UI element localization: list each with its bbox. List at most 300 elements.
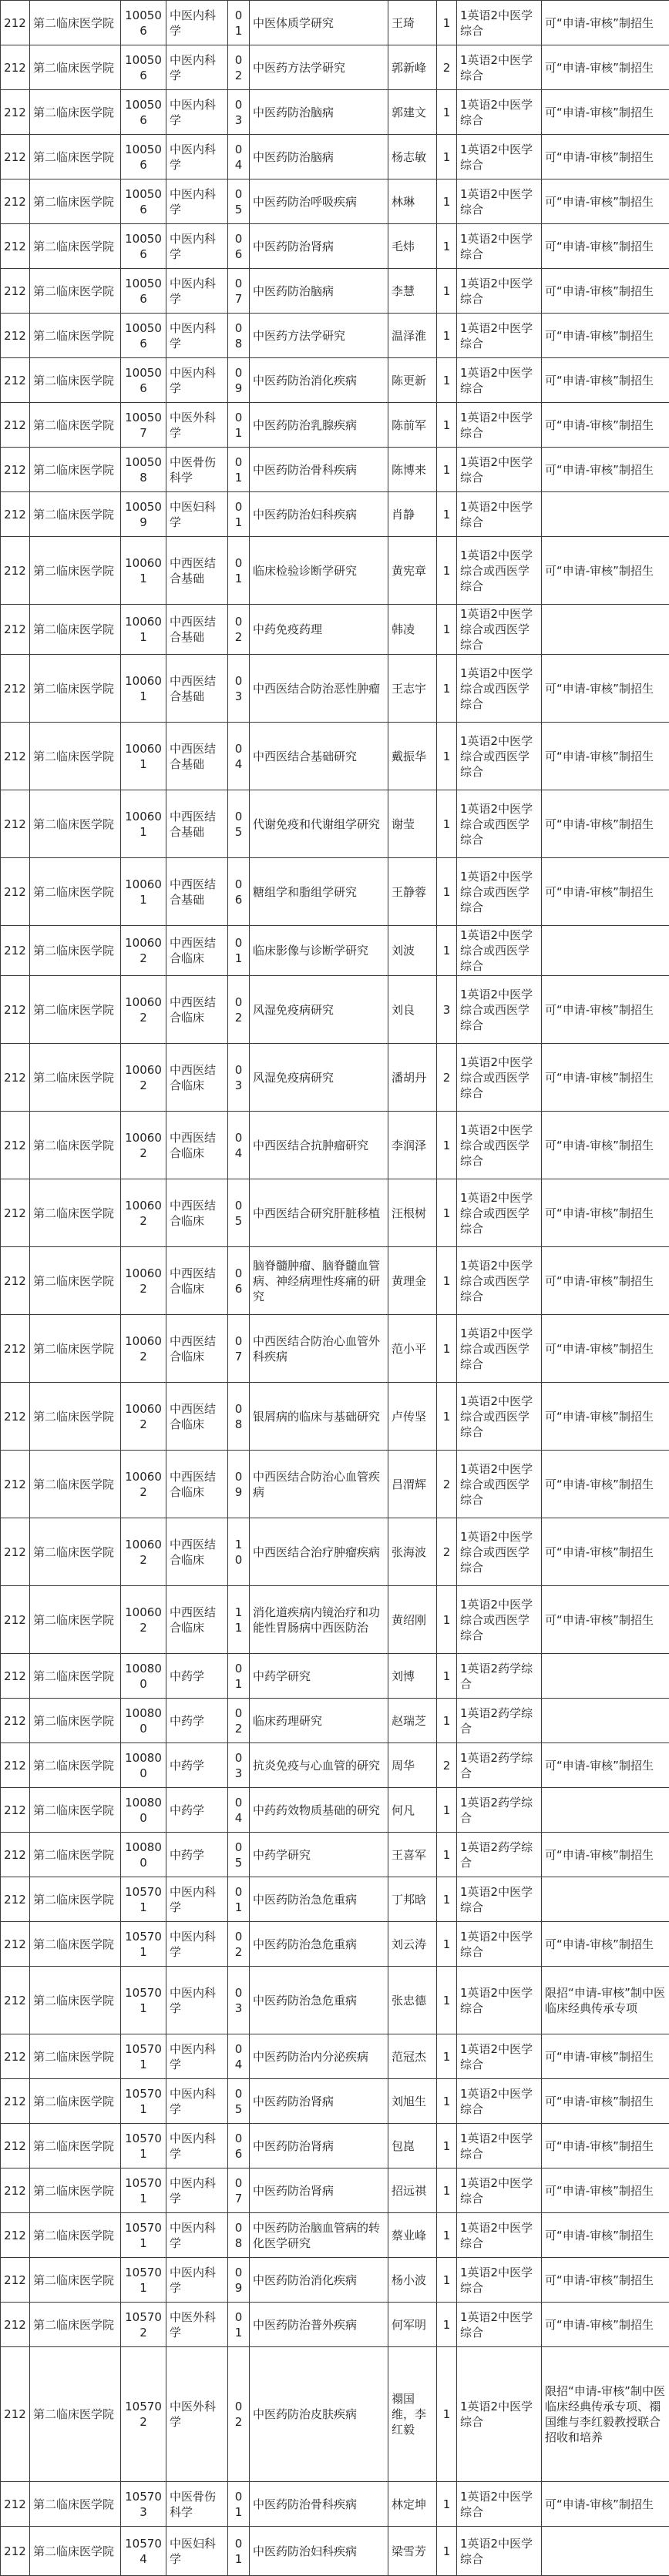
cell-dept-name: 第二临床医学院: [30, 790, 121, 858]
cell-remarks: 可“申请-审核”制招生: [542, 314, 669, 358]
cell-supervisor: 王静蓉: [388, 858, 437, 926]
cell-exam-subjects: 1英语2中医学综合: [457, 448, 542, 492]
cell-research-direction: 中医药防治肾病: [250, 2124, 388, 2168]
cell-quota: 1: [437, 448, 457, 492]
cell-direction-code: 07: [228, 2168, 250, 2213]
cell-major-code: 100602: [121, 1044, 166, 1112]
cell-direction-code: 04: [228, 723, 250, 790]
cell-dept-code: 212: [1, 1518, 30, 1586]
cell-major-code: 100602: [121, 1315, 166, 1383]
cell-direction-code: 03: [228, 1743, 250, 1788]
cell-research-direction: 中西医结合防治心血管疾病: [250, 1451, 388, 1518]
cell-supervisor: 张忠德: [388, 1967, 437, 2034]
cell-research-direction: 中西医结合治疗肿瘤疾病: [250, 1518, 388, 1586]
cell-dept-name: 第二临床医学院: [30, 1383, 121, 1451]
cell-major-name: 中药学: [166, 1743, 228, 1788]
cell-major-name: 中药学: [166, 1654, 228, 1699]
cell-remarks: 可“申请-审核”制招生: [542, 269, 669, 314]
cell-dept-name: 第二临床医学院: [30, 1833, 121, 1877]
cell-remarks: [542, 1788, 669, 1833]
cell-dept-code: 212: [1, 976, 30, 1044]
cell-dept-name: 第二临床医学院: [30, 1112, 121, 1179]
cell-research-direction: 中医药防治脑血管病的转化医学研究: [250, 2213, 388, 2258]
cell-quota: 1: [437, 1586, 457, 1654]
cell-major-name: 中医妇科学: [166, 2527, 228, 2576]
cell-major-code: 105701: [121, 2079, 166, 2124]
cell-supervisor: 李慧: [388, 269, 437, 314]
cell-research-direction: 抗炎免疫与心血管的研究: [250, 1743, 388, 1788]
table-row: [1, 858, 669, 926]
cell-quota: 1: [437, 358, 457, 403]
cell-remarks: 可“申请-审核”制招生: [542, 90, 669, 135]
cell-research-direction: 糖组学和脂组学研究: [250, 858, 388, 926]
cell-dept-code: 212: [1, 1451, 30, 1518]
cell-dept-code: 212: [1, 858, 30, 926]
cell-remarks: 可“申请-审核”制招生: [542, 403, 669, 448]
cell-supervisor: 陈博来: [388, 448, 437, 492]
cell-research-direction: 风湿免疫病研究: [250, 1044, 388, 1112]
cell-quota: 1: [437, 1247, 457, 1315]
cell-direction-code: 01: [228, 2482, 250, 2527]
cell-direction-code: 01: [228, 2303, 250, 2347]
cell-dept-name: 第二临床医学院: [30, 45, 121, 90]
cell-remarks: 可“申请-审核”制招生: [542, 1044, 669, 1112]
cell-dept-code: 212: [1, 492, 30, 537]
cell-research-direction: 中医药防治消化疾病: [250, 2258, 388, 2303]
cell-major-name: 中医内科学: [166, 358, 228, 403]
cell-supervisor: 梁雪芳: [388, 2527, 437, 2576]
cell-dept-code: 212: [1, 269, 30, 314]
cell-remarks: 可“申请-审核”制招生: [542, 723, 669, 790]
cell-major-name: 中药学: [166, 1788, 228, 1833]
cell-major-name: 中医内科学: [166, 2124, 228, 2168]
cell-research-direction: 中医药防治肾病: [250, 2168, 388, 2213]
cell-exam-subjects: 1英语2药学综合: [457, 1743, 542, 1788]
table-row: [1, 269, 669, 314]
cell-direction-code: 04: [228, 135, 250, 179]
table-row: [1, 790, 669, 858]
cell-major-name: 中医骨伤科学: [166, 2482, 228, 2527]
table-row: [1, 1699, 669, 1743]
cell-research-direction: 中医药防治普外疾病: [250, 2303, 388, 2347]
cell-dept-name: 第二临床医学院: [30, 1315, 121, 1383]
cell-major-name: 中医内科学: [166, 90, 228, 135]
cell-remarks: 可“申请-审核”制招生: [542, 2213, 669, 2258]
cell-exam-subjects: 1英语2中医学综合: [457, 90, 542, 135]
cell-quota: 1: [437, 1877, 457, 1922]
table-row: [1, 1743, 669, 1788]
cell-dept-code: 212: [1, 926, 30, 976]
cell-major-code: 100601: [121, 790, 166, 858]
table-row: [1, 135, 669, 179]
cell-remarks: 可“申请-审核”制招生: [542, 45, 669, 90]
cell-research-direction: 中医药防治肾病: [250, 2079, 388, 2124]
cell-supervisor: 戴振华: [388, 723, 437, 790]
cell-dept-name: 第二临床医学院: [30, 2168, 121, 2213]
cell-major-name: 中西医结合临床: [166, 1451, 228, 1518]
cell-supervisor: 包崑: [388, 2124, 437, 2168]
cell-dept-name: 第二临床医学院: [30, 2213, 121, 2258]
cell-remarks: [542, 2527, 669, 2576]
cell-major-code: 100506: [121, 269, 166, 314]
cell-major-code: 100507: [121, 403, 166, 448]
cell-major-code: 100800: [121, 1833, 166, 1877]
cell-exam-subjects: 1英语2中医学综合或西医学综合: [457, 1247, 542, 1315]
cell-exam-subjects: 1英语2中医学综合: [457, 2347, 542, 2482]
cell-dept-code: 212: [1, 2034, 30, 2079]
cell-major-code: 100506: [121, 90, 166, 135]
cell-remarks: [542, 1877, 669, 1922]
cell-major-name: 中医内科学: [166, 2213, 228, 2258]
cell-quota: 1: [437, 1315, 457, 1383]
cell-direction-code: 04: [228, 1112, 250, 1179]
cell-quota: 2: [437, 1451, 457, 1518]
cell-major-name: 中医内科学: [166, 269, 228, 314]
cell-remarks: 可“申请-审核”制招生: [542, 2482, 669, 2527]
cell-dept-name: 第二临床医学院: [30, 314, 121, 358]
cell-dept-code: 212: [1, 1833, 30, 1877]
cell-dept-code: 212: [1, 655, 30, 723]
cell-major-name: 中医骨伤科学: [166, 448, 228, 492]
table-row: [1, 45, 669, 90]
cell-quota: 1: [437, 1654, 457, 1699]
cell-exam-subjects: 1英语2中医学综合或西医学综合: [457, 1179, 542, 1247]
cell-dept-name: 第二临床医学院: [30, 1654, 121, 1699]
cell-dept-code: 212: [1, 1967, 30, 2034]
cell-research-direction: 中西医结合基础研究: [250, 723, 388, 790]
cell-major-name: 中西医结合临床: [166, 1179, 228, 1247]
cell-exam-subjects: 1英语2中医学综合或西医学综合: [457, 1586, 542, 1654]
cell-quota: 1: [437, 1383, 457, 1451]
cell-quota: 1: [437, 1788, 457, 1833]
cell-remarks: 可“申请-审核”制招生: [542, 448, 669, 492]
cell-direction-code: 02: [228, 605, 250, 655]
cell-dept-code: 212: [1, 179, 30, 224]
cell-supervisor: 蔡业峰: [388, 2213, 437, 2258]
cell-dept-name: 第二临床医学院: [30, 492, 121, 537]
cell-major-name: 中西医结合临床: [166, 1112, 228, 1179]
cell-supervisor: 黄理金: [388, 1247, 437, 1315]
cell-exam-subjects: 1英语2中医学综合: [457, 358, 542, 403]
cell-major-code: 100506: [121, 135, 166, 179]
cell-major-name: 中西医结合基础: [166, 723, 228, 790]
cell-research-direction: 中医药防治呼吸疾病: [250, 179, 388, 224]
cell-major-code: 105701: [121, 2213, 166, 2258]
table-row: [1, 723, 669, 790]
table-row: [1, 1967, 669, 2034]
cell-major-name: 中医外科学: [166, 2303, 228, 2347]
cell-supervisor: 韩凌: [388, 605, 437, 655]
cell-quota: 1: [437, 269, 457, 314]
cell-exam-subjects: 1英语2中医学综合: [457, 2034, 542, 2079]
cell-direction-code: 04: [228, 1788, 250, 1833]
cell-remarks: 可“申请-审核”制招生: [542, 1112, 669, 1179]
cell-dept-name: 第二临床医学院: [30, 2034, 121, 2079]
cell-exam-subjects: 1英语2中医学综合: [457, 179, 542, 224]
cell-quota: 1: [437, 2303, 457, 2347]
cell-major-code: 105704: [121, 2527, 166, 2576]
cell-research-direction: 中医药防治脑病: [250, 90, 388, 135]
cell-exam-subjects: 1英语2中医学综合或西医学综合: [457, 976, 542, 1044]
cell-dept-code: 212: [1, 1654, 30, 1699]
cell-exam-subjects: 1英语2中医学综合: [457, 45, 542, 90]
cell-remarks: 可“申请-审核”制招生: [542, 358, 669, 403]
table-row: [1, 1833, 669, 1877]
cell-major-code: 100506: [121, 224, 166, 269]
cell-remarks: 可“申请-审核”制招生: [542, 1315, 669, 1383]
cell-exam-subjects: 1英语2中医学综合或西医学综合: [457, 1383, 542, 1451]
cell-exam-subjects: 1英语2中医学综合: [457, 2079, 542, 2124]
cell-major-name: 中医内科学: [166, 1967, 228, 2034]
cell-direction-code: 01: [228, 448, 250, 492]
cell-remarks: 可“申请-审核”制招生: [542, 1922, 669, 1967]
table-row: [1, 2168, 669, 2213]
cell-dept-name: 第二临床医学院: [30, 269, 121, 314]
cell-major-code: 100800: [121, 1699, 166, 1743]
cell-major-name: 中西医结合临床: [166, 926, 228, 976]
cell-research-direction: 中医药防治乳腺疾病: [250, 403, 388, 448]
cell-exam-subjects: 1英语2中医学综合或西医学综合: [457, 1451, 542, 1518]
cell-major-name: 中西医结合临床: [166, 1383, 228, 1451]
cell-major-code: 100602: [121, 1112, 166, 1179]
cell-exam-subjects: 1英语2中医学综合或西医学综合: [457, 1044, 542, 1112]
cell-supervisor: 禤国维，李红毅: [388, 2347, 437, 2482]
cell-supervisor: 毛炜: [388, 224, 437, 269]
cell-dept-name: 第二临床医学院: [30, 2347, 121, 2482]
cell-dept-code: 212: [1, 1247, 30, 1315]
cell-major-code: 100602: [121, 976, 166, 1044]
cell-major-code: 105703: [121, 2482, 166, 2527]
cell-dept-name: 第二临床医学院: [30, 2482, 121, 2527]
cell-exam-subjects: 1英语2药学综合: [457, 1833, 542, 1877]
cell-remarks: 可“申请-审核”制招生: [542, 976, 669, 1044]
cell-quota: 1: [437, 2213, 457, 2258]
cell-dept-code: 212: [1, 2347, 30, 2482]
cell-exam-subjects: 1英语2中医学综合: [457, 1967, 542, 2034]
cell-research-direction: 中西医结合防治恶性肿瘤: [250, 655, 388, 723]
cell-direction-code: 01: [228, 1, 250, 45]
cell-direction-code: 02: [228, 976, 250, 1044]
cell-dept-name: 第二临床医学院: [30, 2527, 121, 2576]
cell-dept-name: 第二临床医学院: [30, 1877, 121, 1922]
cell-major-code: 100506: [121, 1, 166, 45]
cell-dept-name: 第二临床医学院: [30, 1044, 121, 1112]
cell-exam-subjects: 1英语2药学综合: [457, 1654, 542, 1699]
cell-dept-code: 212: [1, 90, 30, 135]
cell-dept-name: 第二临床医学院: [30, 448, 121, 492]
cell-major-name: 中医内科学: [166, 314, 228, 358]
table-row: [1, 403, 669, 448]
cell-major-code: 100602: [121, 1179, 166, 1247]
cell-major-code: 100508: [121, 448, 166, 492]
cell-exam-subjects: 1英语2中医学综合或西医学综合: [457, 723, 542, 790]
cell-supervisor: 陈前军: [388, 403, 437, 448]
cell-dept-code: 212: [1, 1788, 30, 1833]
cell-dept-name: 第二临床医学院: [30, 2258, 121, 2303]
cell-direction-code: 08: [228, 314, 250, 358]
cell-exam-subjects: 1英语2中医学综合: [457, 2303, 542, 2347]
cell-direction-code: 03: [228, 655, 250, 723]
cell-major-code: 100506: [121, 179, 166, 224]
cell-dept-code: 212: [1, 45, 30, 90]
cell-exam-subjects: 1英语2中医学综合或西医学综合: [457, 790, 542, 858]
cell-major-code: 100601: [121, 723, 166, 790]
cell-research-direction: 中医药防治妇科疾病: [250, 2527, 388, 2576]
cell-exam-subjects: 1英语2中医学综合或西医学综合: [457, 1518, 542, 1586]
table-row: [1, 926, 669, 976]
cell-quota: 1: [437, 135, 457, 179]
cell-dept-code: 212: [1, 1179, 30, 1247]
cell-quota: 1: [437, 1967, 457, 2034]
cell-dept-name: 第二临床医学院: [30, 2303, 121, 2347]
cell-quota: 1: [437, 179, 457, 224]
cell-quota: 1: [437, 492, 457, 537]
cell-remarks: 可“申请-审核”制招生: [542, 1451, 669, 1518]
table-row: [1, 358, 669, 403]
cell-major-code: 100602: [121, 1586, 166, 1654]
cell-major-code: 105701: [121, 2258, 166, 2303]
cell-remarks: 可“申请-审核”制招生: [542, 2079, 669, 2124]
cell-major-name: 中药学: [166, 1833, 228, 1877]
cell-dept-code: 212: [1, 1315, 30, 1383]
cell-supervisor: 黄绍刚: [388, 1586, 437, 1654]
cell-supervisor: 范小平: [388, 1315, 437, 1383]
cell-direction-code: 05: [228, 179, 250, 224]
table-row: [1, 90, 669, 135]
cell-direction-code: 03: [228, 1044, 250, 1112]
cell-supervisor: 张海波: [388, 1518, 437, 1586]
cell-quota: 1: [437, 723, 457, 790]
cell-research-direction: 风湿免疫病研究: [250, 976, 388, 1044]
cell-remarks: 可“申请-审核”制招生: [542, 2258, 669, 2303]
cell-quota: 1: [437, 2347, 457, 2482]
cell-dept-name: 第二临床医学院: [30, 1586, 121, 1654]
cell-dept-code: 212: [1, 537, 30, 605]
cell-supervisor: 丁邦晗: [388, 1877, 437, 1922]
table-row: [1, 2347, 669, 2482]
cell-dept-name: 第二临床医学院: [30, 1451, 121, 1518]
cell-quota: 1: [437, 2482, 457, 2527]
cell-exam-subjects: 1英语2中医学综合: [457, 2527, 542, 2576]
cell-remarks: 可“申请-审核”制招生: [542, 1247, 669, 1315]
cell-research-direction: 中医药防治脑病: [250, 135, 388, 179]
cell-major-code: 100602: [121, 1451, 166, 1518]
cell-research-direction: 中医药防治急危重病: [250, 1967, 388, 2034]
cell-exam-subjects: 1英语2中医学综合: [457, 2258, 542, 2303]
cell-research-direction: 临床药理研究: [250, 1699, 388, 1743]
cell-supervisor: 刘博: [388, 1654, 437, 1699]
table-row: [1, 537, 669, 605]
cell-major-code: 100800: [121, 1788, 166, 1833]
cell-exam-subjects: 1英语2药学综合: [457, 1699, 542, 1743]
cell-supervisor: 汪根树: [388, 1179, 437, 1247]
cell-major-code: 105701: [121, 1877, 166, 1922]
cell-major-name: 中西医结合临床: [166, 1315, 228, 1383]
cell-major-name: 中医内科学: [166, 179, 228, 224]
cell-dept-code: 212: [1, 2168, 30, 2213]
cell-quota: 1: [437, 1833, 457, 1877]
cell-major-code: 100602: [121, 926, 166, 976]
cell-research-direction: 中医药防治内分泌疾病: [250, 2034, 388, 2079]
cell-direction-code: 05: [228, 1833, 250, 1877]
table-body: [1, 1, 669, 2576]
cell-dept-name: 第二临床医学院: [30, 858, 121, 926]
cell-dept-name: 第二临床医学院: [30, 90, 121, 135]
cell-dept-code: 212: [1, 1877, 30, 1922]
cell-supervisor: 刘旭生: [388, 2079, 437, 2124]
cell-direction-code: 01: [228, 1877, 250, 1922]
cell-exam-subjects: 1英语2中医学综合或西医学综合: [457, 926, 542, 976]
cell-dept-name: 第二临床医学院: [30, 2079, 121, 2124]
cell-major-name: 中西医结合基础: [166, 858, 228, 926]
cell-dept-code: 212: [1, 790, 30, 858]
cell-exam-subjects: 1英语2中医学综合或西医学综合: [457, 537, 542, 605]
cell-direction-code: 05: [228, 790, 250, 858]
cell-research-direction: 中医体质学研究: [250, 1, 388, 45]
cell-supervisor: 刘云涛: [388, 1922, 437, 1967]
cell-supervisor: 何军明: [388, 2303, 437, 2347]
table-row: [1, 2303, 669, 2347]
cell-supervisor: 何凡: [388, 1788, 437, 1833]
cell-dept-code: 212: [1, 314, 30, 358]
cell-dept-name: 第二临床医学院: [30, 179, 121, 224]
table-row: [1, 2527, 669, 2576]
cell-exam-subjects: 1英语2中医学综合或西医学综合: [457, 858, 542, 926]
cell-direction-code: 01: [228, 492, 250, 537]
cell-major-name: 中医内科学: [166, 1922, 228, 1967]
cell-dept-name: 第二临床医学院: [30, 1788, 121, 1833]
cell-major-code: 105701: [121, 1922, 166, 1967]
cell-quota: 1: [437, 2034, 457, 2079]
cell-direction-code: 08: [228, 2213, 250, 2258]
cell-research-direction: 中医药防治脑病: [250, 269, 388, 314]
cell-dept-name: 第二临床医学院: [30, 2124, 121, 2168]
cell-dept-name: 第二临床医学院: [30, 358, 121, 403]
cell-major-code: 100601: [121, 655, 166, 723]
cell-dept-name: 第二临床医学院: [30, 1743, 121, 1788]
cell-major-name: 中西医结合基础: [166, 655, 228, 723]
cell-dept-code: 212: [1, 224, 30, 269]
cell-supervisor: 赵瑞芝: [388, 1699, 437, 1743]
cell-supervisor: 陈更新: [388, 358, 437, 403]
cell-major-code: 100506: [121, 45, 166, 90]
cell-exam-subjects: 1英语2中医学综合: [457, 492, 542, 537]
cell-direction-code: 06: [228, 2124, 250, 2168]
cell-major-name: 中医内科学: [166, 2079, 228, 2124]
cell-quota: 1: [437, 224, 457, 269]
cell-quota: 1: [437, 537, 457, 605]
cell-exam-subjects: 1英语2中医学综合: [457, 224, 542, 269]
cell-dept-name: 第二临床医学院: [30, 537, 121, 605]
cell-direction-code: 06: [228, 858, 250, 926]
cell-supervisor: 刘波: [388, 926, 437, 976]
cell-remarks: [542, 1699, 669, 1743]
cell-direction-code: 02: [228, 1922, 250, 1967]
cell-direction-code: 07: [228, 1315, 250, 1383]
cell-dept-code: 212: [1, 723, 30, 790]
cell-exam-subjects: 1英语2中医学综合: [457, 269, 542, 314]
cell-supervisor: 郭新峰: [388, 45, 437, 90]
cell-dept-code: 212: [1, 2482, 30, 2527]
cell-exam-subjects: 1英语2中医学综合或西医学综合: [457, 1112, 542, 1179]
cell-remarks: 可“申请-审核”制招生: [542, 858, 669, 926]
table-row: [1, 1877, 669, 1922]
cell-remarks: 可“申请-审核”制招生: [542, 2303, 669, 2347]
cell-major-name: 中西医结合基础: [166, 537, 228, 605]
cell-supervisor: 周华: [388, 1743, 437, 1788]
cell-quota: 1: [437, 858, 457, 926]
cell-major-code: 100601: [121, 537, 166, 605]
